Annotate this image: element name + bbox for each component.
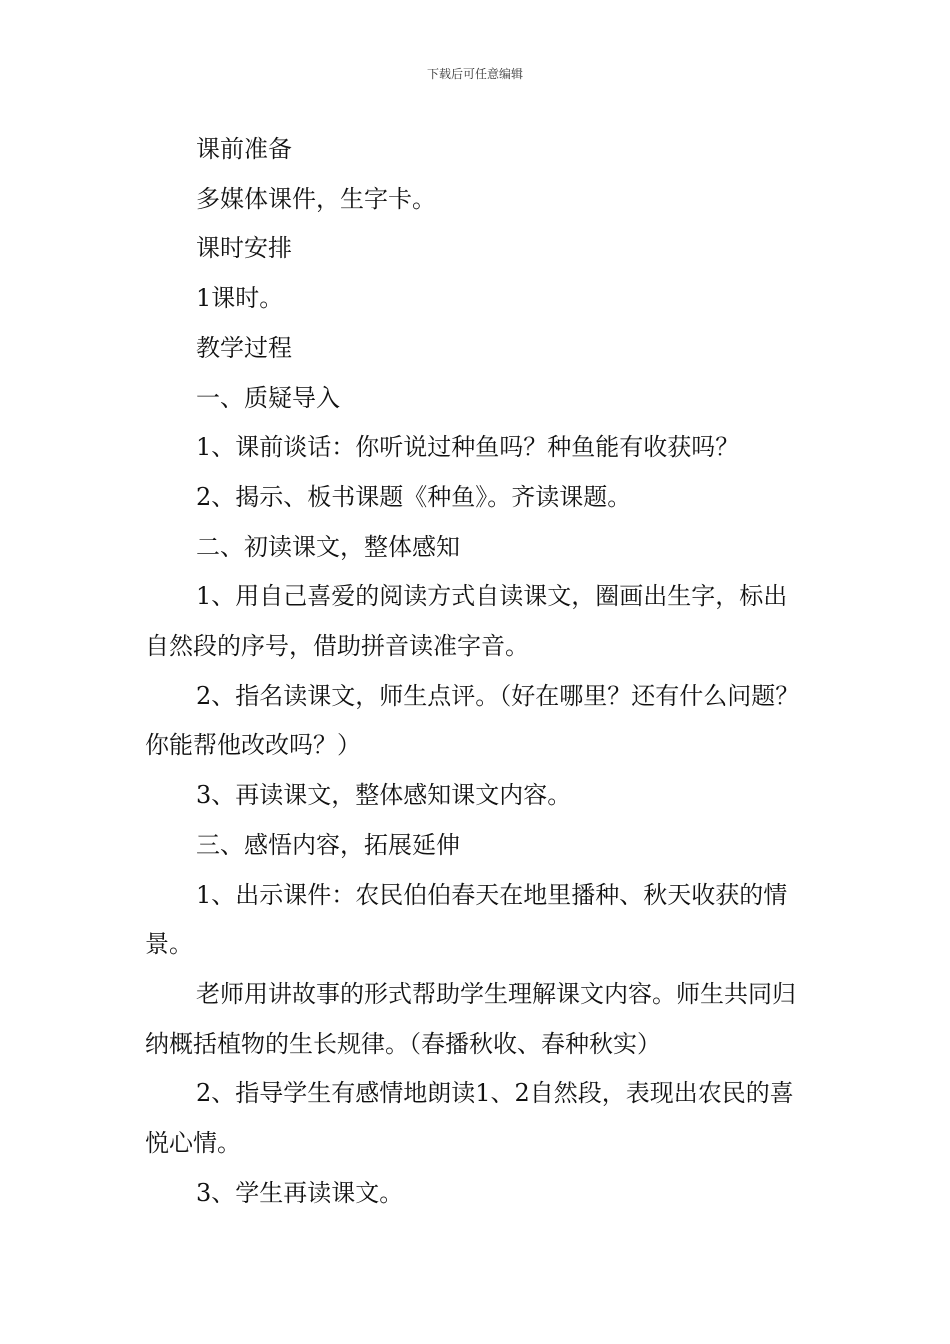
paragraph: 老师用讲故事的形式帮助学生理解课文内容。师生共同归纳概括植物的生长规律。（春播秋收、春种秋实） — [145, 979, 796, 1058]
paragraph: 1课时。 — [196, 284, 284, 313]
paragraph-heading: 一、质疑导入 — [196, 383, 340, 412]
paragraph-section-title: 课前准备 — [196, 135, 292, 163]
paragraph: 1、课前谈话：你听说过种鱼吗？种鱼能有收获吗？ — [196, 433, 740, 462]
paragraph-heading: 二、初读课文，整体感知 — [196, 532, 460, 561]
paragraph: 多媒体课件，生字卡。 — [196, 184, 436, 213]
paragraph: 2、指导学生有感情地朗读1、2自然段，表现出农民的喜悦心情。 — [145, 1079, 794, 1158]
paragraph: 2、指名读课文，师生点评。（好在哪里？还有什么问题？你能帮他改改吗？） — [145, 681, 800, 760]
paragraph: 3、再读课文，整体感知课文内容。 — [196, 781, 572, 810]
paragraph-heading: 三、感悟内容，拓展延伸 — [196, 830, 460, 859]
page-header: 下载后可任意编辑 — [426, 67, 523, 81]
paragraph: 3、学生再读课文。 — [196, 1178, 404, 1207]
paragraph: 1、用自己喜爱的阅读方式自读课文，圈画出生字，标出自然段的序号，借助拼音读准字音。 — [145, 582, 788, 661]
paragraph: 2、揭示、板书课题《种鱼》。齐读课题。 — [196, 482, 632, 511]
paragraph-section-title: 教学过程 — [196, 333, 292, 362]
document-body — [145, 125, 810, 1218]
paragraph-section-title: 课时安排 — [196, 234, 292, 263]
paragraph: 1、出示课件：农民伯伯春天在地里播种、秋天收获的情景。 — [145, 880, 788, 959]
